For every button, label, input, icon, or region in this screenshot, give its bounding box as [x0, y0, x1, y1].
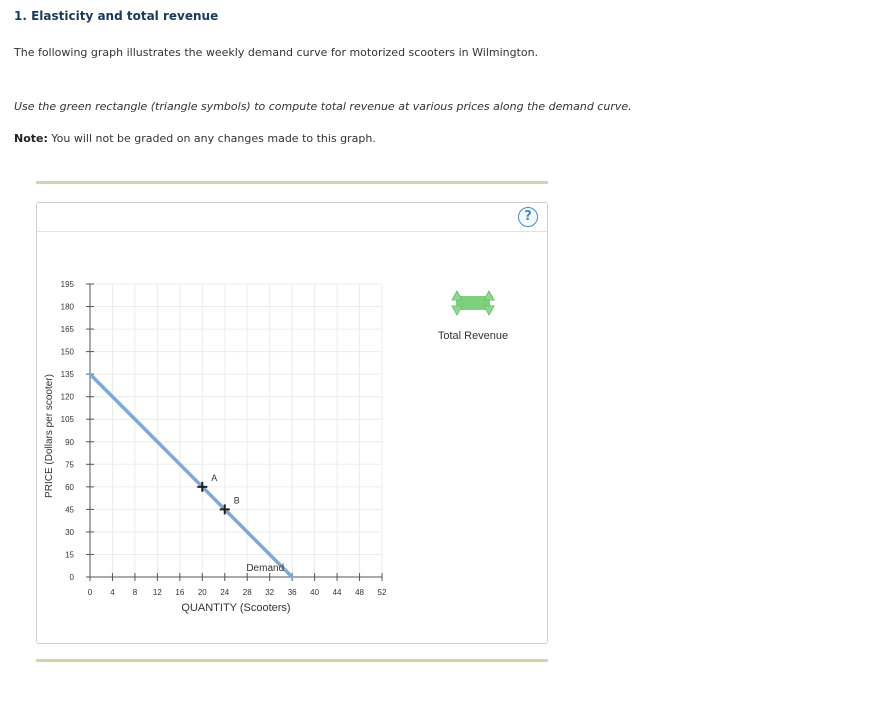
x-tick-label: 40 [310, 588, 320, 597]
y-tick-label: 135 [60, 370, 74, 380]
point-label: B [233, 495, 240, 506]
chart-grid [90, 284, 382, 577]
y-tick-label: 45 [65, 505, 74, 515]
y-tick-label: 105 [60, 415, 74, 425]
y-tick-label: 90 [65, 437, 74, 447]
y-tick-label: 60 [65, 482, 74, 492]
x-tick-label: 44 [332, 588, 342, 597]
x-tick-label: 0 [87, 588, 93, 597]
demand-curve [90, 374, 292, 577]
y-tick-label: 75 [65, 460, 74, 470]
help-icon[interactable]: ? [518, 207, 538, 227]
y-tick-label: 30 [65, 527, 74, 537]
y-tick-label: 150 [60, 347, 74, 357]
total-revenue-tool[interactable] [452, 291, 494, 315]
point-label: A [211, 472, 218, 483]
question-title: 1. Elasticity and total revenue [14, 9, 219, 23]
chart-ticks [61, 280, 387, 597]
intro-text: The following graph illustrates the weekly demand curve for motorized scooters in Wilmington. [14, 46, 539, 59]
x-tick-label: 12 [152, 588, 162, 597]
x-tick-label: 32 [265, 588, 275, 597]
x-tick-label: 48 [355, 588, 364, 597]
x-tick-label: 28 [242, 588, 252, 597]
y-tick-label: 165 [60, 325, 74, 335]
x-tick-label: 36 [287, 588, 297, 597]
total-revenue-label: Total Revenue [437, 330, 509, 342]
y-tick-label: 195 [60, 280, 74, 289]
total-revenue-triangle-br[interactable] [484, 306, 494, 315]
chart-series [90, 374, 292, 577]
total-revenue-triangle-tr[interactable] [484, 291, 494, 300]
total-revenue-triangle-tl[interactable] [452, 291, 462, 300]
y-axis-label: PRICE (Dollars per scooter) [44, 374, 55, 498]
note-body: You will not be graded on any changes made to this graph. [47, 132, 376, 145]
total-revenue-triangle-bl[interactable] [452, 306, 462, 315]
x-tick-label: 16 [175, 588, 185, 597]
x-tick-label: 4 [110, 588, 115, 597]
instruction-text: Use the green rectangle (triangle symbols) to compute total revenue at various prices along the demand curve. [14, 100, 632, 113]
y-tick-label: 120 [60, 392, 74, 402]
y-tick-label: 180 [60, 302, 74, 312]
chart-axes [90, 284, 382, 577]
x-tick-label: 24 [220, 588, 230, 597]
demand-curve-label: Demand [246, 563, 285, 574]
note-label: Note: [14, 132, 48, 145]
chart-points [197, 473, 239, 515]
bottom-divider [36, 659, 548, 662]
x-axis-label: QUANTITY (Scooters) [181, 602, 291, 614]
y-tick-label: 15 [65, 550, 74, 560]
x-tick-label: 20 [197, 588, 207, 597]
x-tick-label: 8 [132, 588, 138, 597]
x-tick-label: 52 [377, 588, 387, 597]
y-tick-label: 0 [69, 573, 74, 582]
